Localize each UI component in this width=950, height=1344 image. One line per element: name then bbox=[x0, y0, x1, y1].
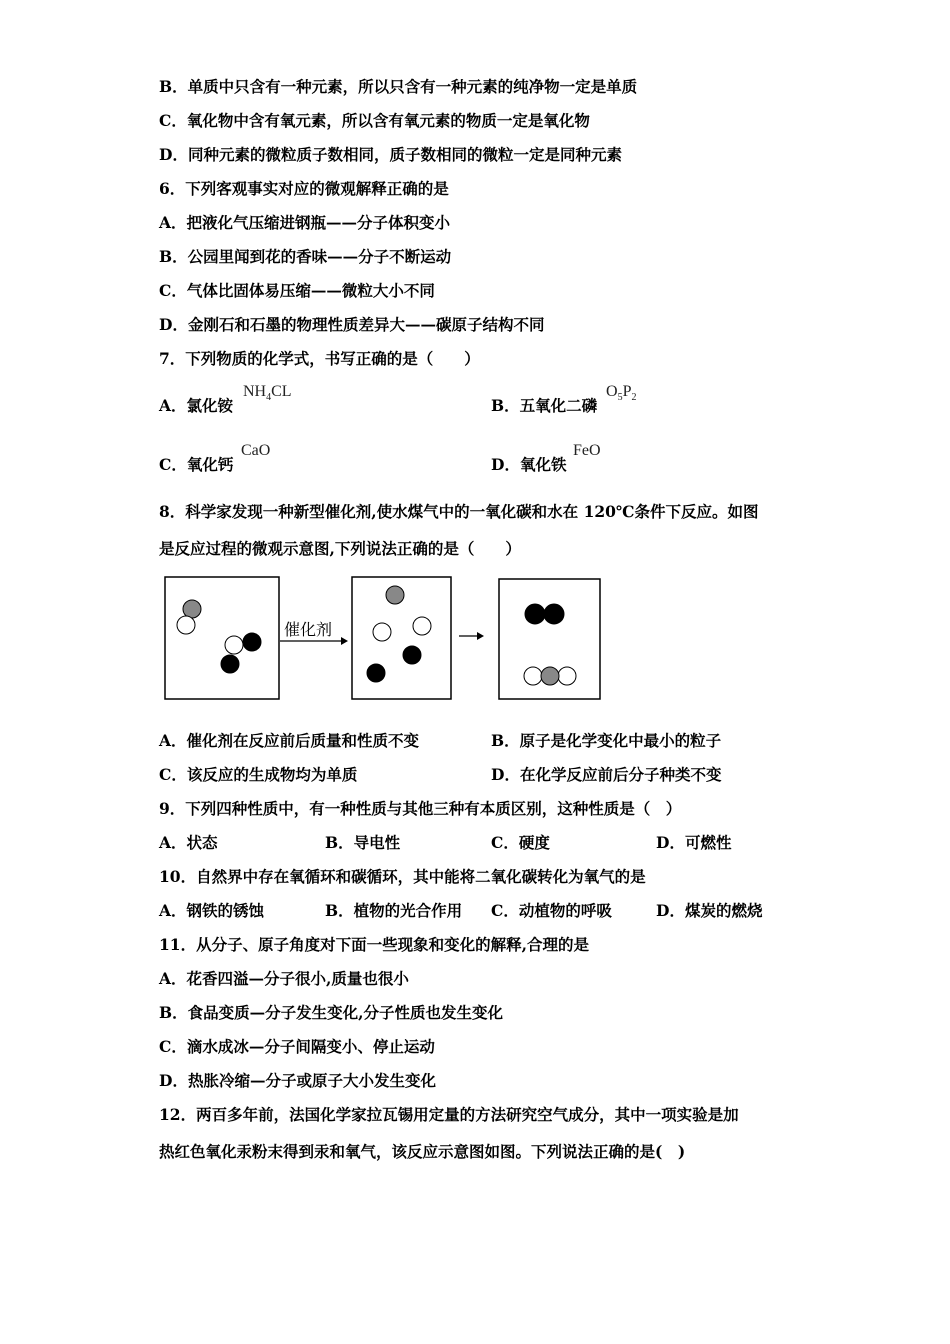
q11-option-a: A．花香四溢—分子很小,质量也很小 bbox=[159, 969, 409, 988]
q8-option-b: B．原子是化学变化中最小的粒子 bbox=[491, 731, 722, 750]
q7-stem: 7．下列物质的化学式，书写正确的是（ ） bbox=[159, 349, 480, 368]
q12-stem-line1: 12．两百多年前，法国化学家拉瓦锡用定量的方法研究空气成分，其中一项实验是加 bbox=[159, 1105, 739, 1124]
oxygen-atom bbox=[225, 636, 243, 654]
q7-option-c-label: C．氧化钙 bbox=[159, 455, 234, 474]
q6-stem: 6．下列客观事实对应的微观解释正确的是 bbox=[159, 179, 449, 198]
q7-option-d-label: D．氧化铁 bbox=[491, 455, 567, 474]
q11-option-b: B．食品变质—分子发生变化,分子性质也发生变化 bbox=[159, 1003, 503, 1022]
q7-option-a-label: A．氯化铵 bbox=[159, 396, 234, 415]
oxygen-atom bbox=[373, 623, 391, 641]
q6-option-b: B．公园里闻到花的香味——分子不断运动 bbox=[159, 247, 452, 266]
reaction-arrow-head bbox=[341, 637, 348, 645]
q11-option-c: C．滴水成冰—分子间隔变小、停止运动 bbox=[159, 1037, 435, 1056]
reactant-box bbox=[165, 577, 279, 699]
carbon-atom bbox=[183, 600, 201, 618]
catalyst-label: 催化剂 bbox=[284, 620, 333, 639]
carbon-atom bbox=[541, 667, 559, 685]
hydrogen-atom bbox=[544, 604, 564, 624]
q7-option-b-formula: $O_5P_2$ bbox=[606, 383, 637, 404]
oxygen-atom bbox=[558, 667, 576, 685]
q9-option-c: C．硬度 bbox=[491, 833, 550, 852]
q5-option-c: C．氧化物中含有氧元素，所以含有氧元素的物质一定是氧化物 bbox=[159, 111, 590, 130]
hydrogen-atom bbox=[221, 655, 239, 673]
hydrogen-atom bbox=[403, 646, 421, 664]
q7-option-c-formula: CaO bbox=[241, 442, 271, 459]
hydrogen-atom bbox=[525, 604, 545, 624]
q8-option-c: C．该反应的生成物均为单质 bbox=[159, 765, 358, 784]
q9-option-b: B．导电性 bbox=[325, 833, 401, 852]
q8-option-d: D．在化学反应前后分子种类不变 bbox=[491, 765, 722, 784]
q8-stem-line2: 是反应过程的微观示意图,下列说法正确的是（ ） bbox=[159, 539, 521, 558]
q8-stem-line1: 8．科学家发现一种新型催化剂,使水煤气中的一氧化碳和水在 120℃条件下反应。如图 bbox=[159, 502, 759, 521]
q12-stem-line2: 热红色氧化汞粉末得到汞和氧气，该反应示意图如图。下列说法正确的是( ) bbox=[159, 1142, 686, 1161]
oxygen-atom bbox=[177, 616, 195, 634]
q9-option-a: A．状态 bbox=[159, 833, 218, 852]
q6-option-d: D．金刚石和石墨的物理性质差异大——碳原子结构不同 bbox=[159, 315, 545, 334]
oxygen-atom bbox=[413, 617, 431, 635]
hydrogen-atom bbox=[243, 633, 261, 651]
q5-option-b: B．单质中只含有一种元素，所以只含有一种元素的纯净物一定是单质 bbox=[159, 77, 638, 96]
carbon-atom bbox=[386, 586, 404, 604]
q11-option-d: D．热胀冷缩—分子或原子大小发生变化 bbox=[159, 1071, 436, 1090]
q9-option-d: D．可燃性 bbox=[656, 833, 732, 852]
q7-option-b-label: B．五氧化二磷 bbox=[491, 396, 598, 415]
q6-option-a: A．把液化气压缩进钢瓶——分子体积变小 bbox=[159, 213, 451, 232]
q9-stem: 9．下列四种性质中，有一种性质与其他三种有本质区别，这种性质是（ ） bbox=[159, 799, 682, 818]
oxygen-atom bbox=[524, 667, 542, 685]
q10-stem: 10．自然界中存在氧循环和碳循环，其中能将二氧化碳转化为氧气的是 bbox=[159, 867, 646, 886]
reaction-arrow-head bbox=[477, 632, 484, 640]
q10-option-d: D．煤炭的燃烧 bbox=[656, 901, 763, 920]
q7-option-d-formula: FeO bbox=[573, 442, 601, 459]
hydrogen-atom bbox=[367, 664, 385, 682]
q8-option-a: A．催化剂在反应前后质量和性质不变 bbox=[159, 731, 420, 750]
reaction-diagram bbox=[162, 574, 604, 702]
q11-stem: 11．从分子、原子角度对下面一些现象和变化的解释,合理的是 bbox=[159, 935, 589, 954]
q10-option-a: A．钢铁的锈蚀 bbox=[159, 901, 265, 920]
q10-option-b: B．植物的光合作用 bbox=[325, 901, 463, 920]
q7-option-a-formula: $NH_4CL$ bbox=[243, 383, 292, 404]
q10-option-c: C．动植物的呼吸 bbox=[491, 901, 612, 920]
q6-option-c: C．气体比固体易压缩——微粒大小不同 bbox=[159, 281, 435, 300]
q5-option-d: D．同种元素的微粒质子数相同，质子数相同的微粒一定是同种元素 bbox=[159, 145, 622, 164]
